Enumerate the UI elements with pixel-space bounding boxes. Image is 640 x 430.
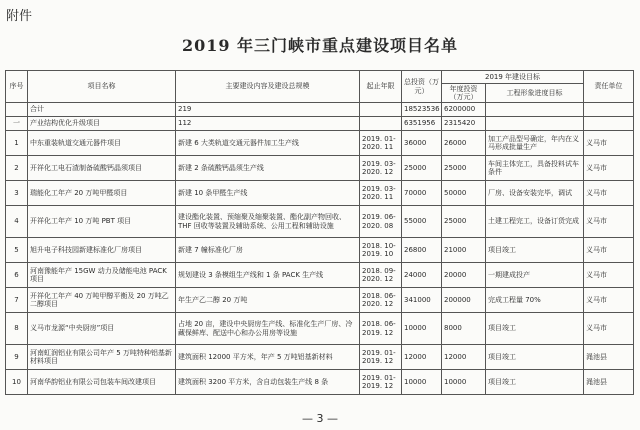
cell-annual: 26000 bbox=[442, 131, 486, 156]
cell-name: 产业结构优化升级项目 bbox=[28, 117, 176, 131]
table-row bbox=[6, 103, 634, 117]
cell-seq: 4 bbox=[6, 206, 28, 238]
cell-seq bbox=[6, 103, 28, 117]
document-title: 2019 年三门峡市重点建设项目名单 bbox=[181, 36, 459, 55]
cell-seq: 9 bbox=[6, 345, 28, 370]
table-row bbox=[6, 131, 634, 156]
header-period: 起止年限 bbox=[360, 71, 402, 103]
cell-annual: 200000 bbox=[442, 288, 486, 313]
cell-content: 规划建设 3 条模组生产线和 1 条 PACK 生产线 bbox=[176, 263, 360, 288]
header-annual-invest: 年度投资（万元） bbox=[442, 84, 486, 103]
cell-total: 12000 bbox=[402, 345, 442, 370]
cell-total: 10000 bbox=[402, 313, 442, 345]
cell-total: 26800 bbox=[402, 238, 442, 263]
cell-name: 开祥化工年产 10 万吨 PBT 项目 bbox=[28, 206, 176, 238]
cell-period: 2018. 09-2020. 12 bbox=[360, 263, 402, 288]
cell-progress: 项目竣工 bbox=[486, 370, 584, 395]
cell-unit: 义马市 bbox=[584, 238, 634, 263]
cell-period bbox=[360, 103, 402, 117]
cell-seq: 1 bbox=[6, 131, 28, 156]
table-row bbox=[6, 345, 634, 370]
cell-period: 2018. 06-2019. 12 bbox=[360, 313, 402, 345]
cell-content: 新建 2 条硫酸钙晶须生产线 bbox=[176, 156, 360, 181]
project-table bbox=[5, 70, 634, 395]
cell-total: 25000 bbox=[402, 156, 442, 181]
cell-progress: 车间主体完工，具备投料试车条件 bbox=[486, 156, 584, 181]
header-progress: 工程形象进度目标 bbox=[486, 84, 584, 103]
cell-period: 2019. 06-2020. 08 bbox=[360, 206, 402, 238]
cell-content: 新建 6 大类轨道交通元器件加工生产线 bbox=[176, 131, 360, 156]
cell-progress: 完成工程量 70% bbox=[486, 288, 584, 313]
cell-annual: 25000 bbox=[442, 206, 486, 238]
table-row bbox=[6, 238, 634, 263]
header-goal-2019: 2019 年建设目标 bbox=[442, 71, 584, 84]
cell-unit: 义马市 bbox=[584, 206, 634, 238]
cell-total: 18523536 bbox=[402, 103, 442, 117]
cell-unit: 义马市 bbox=[584, 313, 634, 345]
cell-unit: 义马市 bbox=[584, 288, 634, 313]
cell-total: 341000 bbox=[402, 288, 442, 313]
cell-seq: 5 bbox=[6, 238, 28, 263]
cell-seq: 10 bbox=[6, 370, 28, 395]
cell-annual: 8000 bbox=[442, 313, 486, 345]
cell-progress: 项目竣工 bbox=[486, 238, 584, 263]
cell-seq: 6 bbox=[6, 263, 28, 288]
cell-content: 年生产乙二醇 20 万吨 bbox=[176, 288, 360, 313]
cell-name: 义马市龙源“中央厨房”项目 bbox=[28, 313, 176, 345]
header-name: 项目名称 bbox=[28, 71, 176, 103]
cell-annual: 6200000 bbox=[442, 103, 486, 117]
page-number: — 3 — bbox=[302, 412, 338, 425]
cell-total: 36000 bbox=[402, 131, 442, 156]
cell-content: 占地 20 亩，建设中央厨房生产线、标准化生产厂房、冷藏保鲜库、配送中心和办公用房等设施 bbox=[176, 313, 360, 345]
cell-seq: 7 bbox=[6, 288, 28, 313]
cell-seq: 8 bbox=[6, 313, 28, 345]
table-row bbox=[6, 117, 634, 131]
cell-period: 2018. 10-2019. 10 bbox=[360, 238, 402, 263]
cell-name: 中东重装轨道交通元器件项目 bbox=[28, 131, 176, 156]
cell-unit: 渑池县 bbox=[584, 345, 634, 370]
cell-unit: 义马市 bbox=[584, 263, 634, 288]
cell-content: 新建 7 幢标准化厂房 bbox=[176, 238, 360, 263]
cell-period: 2018. 06-2020. 12 bbox=[360, 288, 402, 313]
cell-unit: 渑池县 bbox=[584, 370, 634, 395]
cell-seq: 3 bbox=[6, 181, 28, 206]
cell-annual: 25000 bbox=[442, 156, 486, 181]
cell-progress: 厂房、设备安装完毕，调试 bbox=[486, 181, 584, 206]
table-row bbox=[6, 263, 634, 288]
cell-name: 瑞能化工年产 20 万吨甲醛项目 bbox=[28, 181, 176, 206]
cell-annual: 20000 bbox=[442, 263, 486, 288]
table-row bbox=[6, 288, 634, 313]
table-row bbox=[6, 313, 634, 345]
cell-unit: 义马市 bbox=[584, 181, 634, 206]
cell-period: 2019. 01-2019. 12 bbox=[360, 345, 402, 370]
header-content: 主要建设内容及建设总规模 bbox=[176, 71, 360, 103]
cell-unit: 义马市 bbox=[584, 156, 634, 181]
cell-content: 112 bbox=[176, 117, 360, 131]
table-row bbox=[6, 181, 634, 206]
table-row bbox=[6, 206, 634, 238]
cell-annual: 2315420 bbox=[442, 117, 486, 131]
cell-name: 河南豫能年产 15GW 动力及储能电池 PACK 项目 bbox=[28, 263, 176, 288]
cell-name: 开祥化工电石渣制备硫酸钙晶须项目 bbox=[28, 156, 176, 181]
cell-unit bbox=[584, 103, 634, 117]
cell-seq: 一 bbox=[6, 117, 28, 131]
cell-annual: 12000 bbox=[442, 345, 486, 370]
cell-total: 55000 bbox=[402, 206, 442, 238]
cell-progress: 土建工程完工，设备订货完成 bbox=[486, 206, 584, 238]
cell-progress bbox=[486, 117, 584, 131]
cell-total: 70000 bbox=[402, 181, 442, 206]
cell-unit bbox=[584, 117, 634, 131]
cell-annual: 50000 bbox=[442, 181, 486, 206]
cell-progress: 项目竣工 bbox=[486, 313, 584, 345]
cell-period: 2019. 01-2020. 11 bbox=[360, 131, 402, 156]
cell-content: 建设酯化装置、预缩聚及缩聚装置、酯化副产物回收、THF 回收等装置及辅助系统、公用工程和辅助设施 bbox=[176, 206, 360, 238]
header-unit: 责任单位 bbox=[584, 71, 634, 103]
cell-period: 2019. 01-2019. 12 bbox=[360, 370, 402, 395]
cell-name: 合计 bbox=[28, 103, 176, 117]
cell-name: 河南华韵铝业有限公司包装车间改建项目 bbox=[28, 370, 176, 395]
table-row bbox=[6, 370, 634, 395]
cell-progress: 加工产品型号确定，年内在义马形成批量生产 bbox=[486, 131, 584, 156]
cell-annual: 21000 bbox=[442, 238, 486, 263]
cell-name: 河南虹润铝业有限公司年产 5 万吨特种铝基新材料项目 bbox=[28, 345, 176, 370]
cell-progress: 一期建成投产 bbox=[486, 263, 584, 288]
cell-unit: 义马市 bbox=[584, 131, 634, 156]
cell-total: 24000 bbox=[402, 263, 442, 288]
table-row bbox=[6, 156, 634, 181]
header-seq: 序号 bbox=[6, 71, 28, 103]
cell-annual: 10000 bbox=[442, 370, 486, 395]
cell-content: 建筑面积 12000 平方米，年产 5 万吨铝基新材料 bbox=[176, 345, 360, 370]
cell-period: 2019. 03-2020. 12 bbox=[360, 156, 402, 181]
cell-progress: 项目竣工 bbox=[486, 345, 584, 370]
cell-content: 新建 10 条甲醛生产线 bbox=[176, 181, 360, 206]
cell-period bbox=[360, 117, 402, 131]
cell-content: 建筑面积 3200 平方米，含自动包装生产线 8 条 bbox=[176, 370, 360, 395]
attachment-label: 附件 bbox=[6, 9, 33, 24]
cell-period: 2019. 03-2020. 11 bbox=[360, 181, 402, 206]
cell-content: 219 bbox=[176, 103, 360, 117]
cell-total: 6351956 bbox=[402, 117, 442, 131]
cell-total: 10000 bbox=[402, 370, 442, 395]
cell-seq: 2 bbox=[6, 156, 28, 181]
cell-progress bbox=[486, 103, 584, 117]
header-total-invest: 总投资（万元） bbox=[402, 71, 442, 103]
cell-name: 旭升电子科技园新建标准化厂房项目 bbox=[28, 238, 176, 263]
cell-name: 开祥化工年产 40 万吨甲醇平衡及 20 万吨乙二醇项目 bbox=[28, 288, 176, 313]
